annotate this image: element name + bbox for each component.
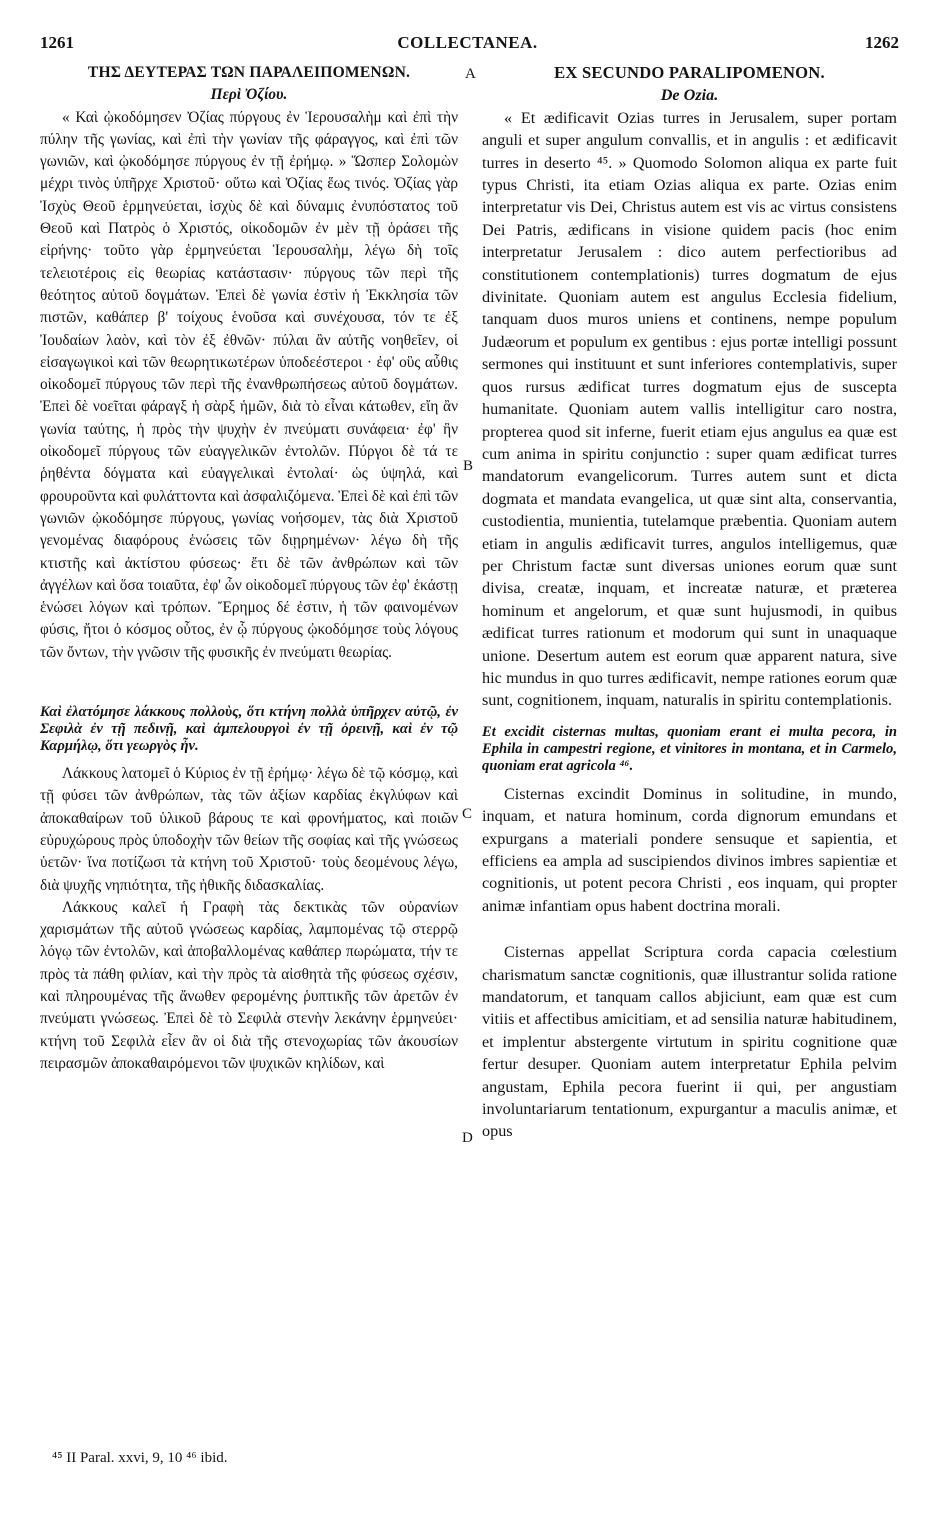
footnote: ⁴⁵ II Paral. xxvi, 9, 10 ⁴⁶ ibid. (52, 1450, 228, 1466)
greek-paragraph-1: « Καὶ ᾠκοδόμησεν Ὀζίας πύργους ἐν Ἱερουσαλὴμ καὶ ἐπὶ τὴν πύλην τῆς γωνίας, καὶ ἐπὶ τὴν γωνίαν τῆς φάραγγος, καὶ ἐπὶ τῶν γωνιῶν, καὶ ᾠκοδόμησε πύργους ἐν τῇ ἐρήμῳ. » Ὥσπερ Σολομὼν μέχρι τινὸς ὑπῆρχε Χριστοῦ· οὕτω καὶ Ὀζίας ἕως τινός. Ὀζίας γὰρ Ἰσχὺς Θεοῦ ἑρμηνεύεται, ἰσχὺς δὲ καὶ δύναμις ἐνυπόστατος τοῦ Θεοῦ καὶ Πατρὸς ὁ Χριστός, οἰκοδομῶν ἐν μὲν τῇ ὁράσει τῆς εἰρήνης· τοῦτο γὰρ ἑρμηνεύεται Ἱερουσαλὴμ, λέγω δὴ τοῖς τελειοτέροις εἰς θεωρίας κατάστασιν· πύργους τῶν περὶ τῆς θεότητος αὐτοῦ δογμάτων. Ἐπεὶ δὲ γωνία ἐστὶν ἡ Ἐκκλησία τῶν πιστῶν, καθάπερ β' τοίχους ἑνοῦσα καὶ συνέχουσα, τόν τε ἐξ Ἰουδαίων λαὸν, καὶ τὸν ἐξ ἐθνῶν· πύλαι ἂν αὐτῆς νοηθεῖεν, οἱ εἰσαγωγικοὶ καὶ τῶν θεωρητικωτέρων ὑποδεέστεροι · ἐφ' οὓς αὖθις οἰκοδομεῖ πύργους τῶν περὶ τῆς ἐνανθρωπήσεως αὐτοῦ δογμάτων. Ἐπεὶ δὲ νοεῖται φάραγξ ἡ σὰρξ ἡμῶν, διὰ τὸ εἶναι κάτωθεν, εἴη ἂν γωνία ταύτης, ἡ πρὸς τὴν ψυχὴν ἐν πνεύματι συνάφεια· ἐφ' ἣν οἰκοδομεῖ πύργους τῶν εὐαγγελικῶν ἐντολῶν. Πύργοι δὲ τά τε ῥηθέντα δόγματα καὶ εὐαγγελικαὶ ἐντολαί· ὡς ὑψηλά, καὶ φρουροῦντα καὶ φυλάττοντα καὶ ἀσφαλιζόμενα. Ἐπεὶ δὲ καὶ ἐπὶ τῶν γωνιῶν ᾠκοδόμησε πύργους, γωνίας νοήσομεν, τὰς διὰ Χριστοῦ γενομένας διαφόρους ἑνώσεις τῶν διῃρημένων· λέγω δὴ τῆς κτιστῆς καὶ ἀκτίστου φύσεως· ἔτι δὲ τῶν ἀνθρώπων καὶ τῶν ἀγγέλων καὶ ὅσα τοιαῦτα, ἐφ' ὧν οἰκοδομεῖ πύργους τῶν ἐφ' ἑκάστῃ ἑνώσει λόγων καὶ τρόπων. Ἔρημος δέ ἐστιν, ἡ τῶν φαινομένων φύσις, ἤτοι ὁ κόσμος οὗτος, ἐν ᾧ πύργους ᾠκοδόμησε τοὺς λόγους τῶν ὄντων, τὴν γνῶσιν τῆς φυσικῆς ἐν πνεύματι θεωρίας. (40, 108, 458, 661)
latin-subtitle: De Ozia. (660, 86, 719, 105)
margin-marker-c: C (462, 806, 473, 822)
latin-paragraph-1: « Et ædificavit Ozias turres in Jerusalem, super portam anguli et super angulum convallis, et in angulis : et ædificavit turres in deserto ⁴⁵. » Quomodo Solomon aliqua ex parte fuit typus Christi, ita etiam Ozias aliqua ex parte. Ozias enim interpretatur vis Dei, Christus autem est vis ac virtus consistens Dei Patris, ædificans in visione quidem pacis (hoc enim interpretatur Jerusalem : dico autem perfectioribus ad constitutionem contemplationis) turres dogmatum de ejus divinitate. Quoniam autem est angulus Ecclesia fidelium, tanquam duos muros uniens et continens, nempe populum Judæorum et populum ex gentibus : ejus portæ intelligi possunt sermones qui instituunt et sunt inferiores contemplativis, super quos rursus ædificat turres dogmatum ejus de suscepta humanitate. Quoniam autem vallis intelligitur caro nostra, propterea quod sit inferne, fuerit etiam ejus angulus ea quæ est cum anima in spiritu conjunctio : super quam ædificat turres mandatorum evangelicorum. Turres autem sunt et dicta dogmata et mandata evangelica, ut quæ sint alta, conservantia, custodientia, munientia, tutelamque præbentia. Quoniam autem etiam in angulis ædificavit turres, angulos intelligemus, quæ per Christum factæ sunt diversas uniones eorum quæ sunt divisa, creatæ, inquam, et increatæ naturæ, et præterea hominum et angelorum, et quæ sunt hujusmodi, in quibus ædificat turres rationum et modorum qui sunt in unaquaque unione. Desertum autem est eorum quæ apparent natura, sive hic mundus in quo turres ædificavit, nempe rationes eorum quæ sunt, cognitionem, inquam, naturalis in spiritu contemplationis. (482, 108, 897, 710)
margin-marker-b: B (463, 458, 474, 474)
running-title: COLLECTANEA. (397, 33, 538, 52)
latin-paragraph-2: Cisternas excindit Dominus in solitudine, in mundo, inquam, et natura hominum, corda dignorum emundans et expurgans a materiali pondere sensuque et sapientia, et efficiens ea ampla ad suscipiendos divinos imbres sapientiæ et cognitionis, ut potent pecora Christi , eos inquam, qui propter animæ infantiam opus habent doctrina morali. (482, 784, 897, 915)
margin-marker-a: A (465, 66, 476, 82)
greek-column (40, 62, 458, 1075)
latin-column (482, 62, 897, 1143)
latin-paragraph-3: Cisternas appellat Scriptura corda capacia cœlestium charismatum sanctæ cognitionis, quæ illustrantur solida ratione mandatorum, et tanquam callos abjiciunt, eam quæ est cum vitiis et affectibus amicitiam, et ad sensilia naturæ habitudinem, et implentur abstergente virtutum in spiritu cognitione quæ fertur desuper. Quoniam autem interpretatur Ephila pelvim angustam, Ephila pecora fuerint ii qui, per angustiam involuntariarum tentationum, expurgantur a maculis animæ, et opus (482, 943, 897, 1141)
greek-subtitle: Περὶ Ὀζίου. (210, 86, 288, 104)
greek-paragraph-3: Λάκκους καλεῖ ἡ Γραφὴ τὰς δεκτικὰς τῶν οὐρανίων χαρισμάτων τῆς αὐτοῦ γνώσεως καρδίας, λαμπομένας τῷ στερρῷ λόγῳ τῶν ἐντολῶν, καὶ ἀποβαλλομένας καθάπερ πωρώματα, τήν τε πρὸς τὰ πάθη φιλίαν, καὶ τὴν πρὸς τὰ αἰσθητὰ τῆς φύσεως σχέσιν, καὶ πληρουμένας τῆς ἄνωθεν φερομένης ῥυπτικῆς τῶν ἀρετῶν ἐν πνεύματι γνώσεως. Ἐπεὶ δὲ τὸ Σεφιλὰ στενὴν λεκάνην ἑρμηνεύει· κτήνη τοῦ Σεφιλὰ εἶεν ἂν οἱ διὰ τῆς στενοχωρίας τῶν ἀκουσίων πειρασμῶν ἀποκαθαιρόμενοι τῶν ψυχικῶν κηλίδων, καὶ (40, 898, 458, 1072)
page-header (0, 33, 935, 57)
greek-paragraph-2: Λάκκους λατομεῖ ὁ Κύριος ἐν τῇ ἐρήμῳ· λέγω δὲ τῷ κόσμῳ, καὶ τῇ φύσει τῶν ἀνθρώπων, τὰς τῶν ἀξίων καρδίας ἐκγλύφων καὶ ἀποκαθαίρων τοῦ ὑλικοῦ βάρους τε καὶ φρονήματος, καὶ ποιῶν εὐρυχώρους πρὸς ὑποδοχὴν τῶν θείων τῆς σοφίας καὶ τῆς γνώσεως ὑετῶν· ἵνα ποτίζωσι τὰ κτήνη τοῦ Χριστοῦ· τοὺς δεομένους λέγω, διὰ ψυχῆς νηπιότητα, τῆς ἠθικῆς διδασκαλίας. (40, 765, 458, 894)
latin-section-title: EX SECUNDO PARALIPOMENON. (554, 63, 825, 82)
page-number-left: 1261 (40, 33, 74, 52)
page-number-right: 1262 (865, 33, 899, 52)
greek-scripture-quote: Καὶ ἐλατόμησε λάκκους πολλοὺς, ὅτι κτήνη πολλὰ ὑπῆρχεν αὐτῷ, ἐν Σεφιλὰ ἐν τῇ πεδινῇ, καὶ ἀμπελουργοὶ ἐν τῇ ὀρεινῇ, καὶ ἐν τῷ Καρμήλῳ, ὅτι γεωργὸς ἦν. (40, 704, 458, 755)
margin-marker-d: D (462, 1130, 473, 1146)
latin-scripture-quote: Et excidit cisternas multas, quoniam erant ei multa pecora, in Ephila in campestri regione, et vinitores in montana, et in Carmelo, quoniam erat agricola ⁴⁶. (482, 723, 897, 774)
greek-section-title: ΤΗΣ ΔΕΥΤΕΡΑΣ ΤΩΝ ΠΑΡΑΛΕΙΠΟΜΕΝΩΝ. (87, 64, 411, 81)
